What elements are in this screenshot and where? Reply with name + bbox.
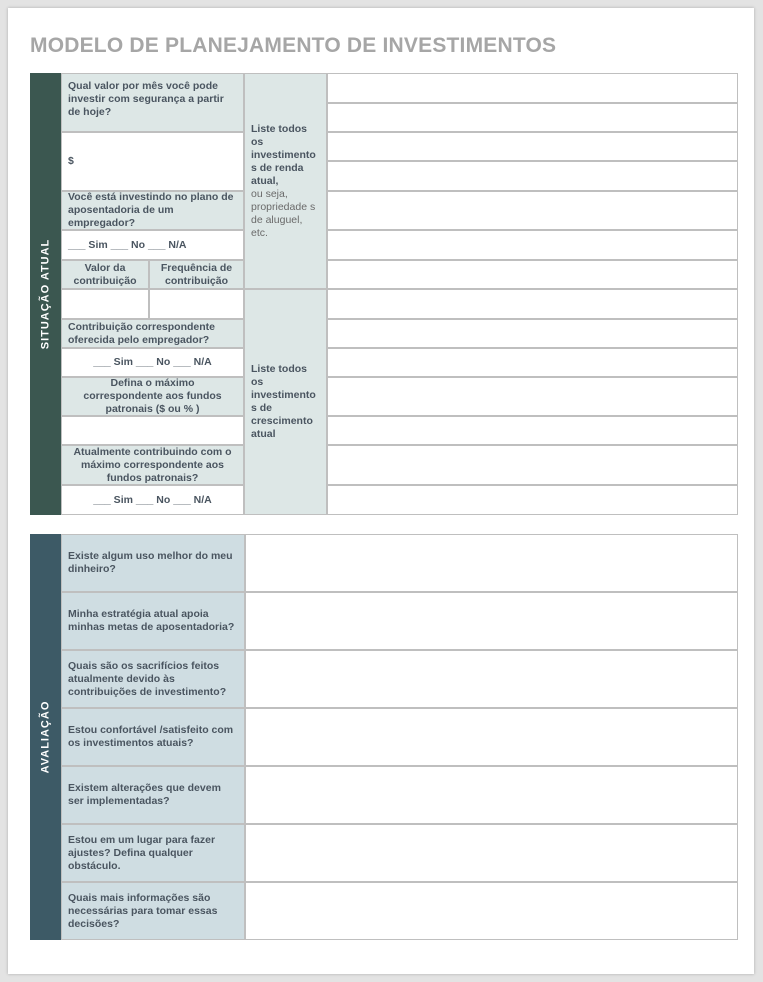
header-contribution-value: Valor da contribuição xyxy=(61,260,149,289)
answer-max-contribution[interactable]: ___ Sim ___ No ___ N/A xyxy=(61,485,244,515)
eval-question: Existe algum uso melhor do meu dinheiro? xyxy=(61,534,245,592)
growth-entry-row[interactable] xyxy=(327,485,738,515)
income-entry-row[interactable] xyxy=(327,73,738,103)
section-band-current xyxy=(30,73,61,515)
eval-answer[interactable] xyxy=(245,766,738,824)
question-employer-plan: Você está investindo no plano de aposentadoria de um empregador? xyxy=(61,191,244,230)
eval-question: Quais mais informações são necessárias para tomar essas decisões? xyxy=(61,882,245,940)
eval-question: Estou em um lugar para fazer ajustes? Defina qualquer obstáculo. xyxy=(61,824,245,882)
answer-employer-match[interactable]: ___ Sim ___ No ___ N/A xyxy=(61,348,244,377)
eval-question: Quais são os sacrifícios feitos atualmente devido às contribuições de investimento? xyxy=(61,650,245,708)
header-contribution-frequency: Frequência de contribuição xyxy=(149,260,244,289)
question-max-contribution: Atualmente contribuindo com o máximo correspondente aos fundos patronais? xyxy=(61,445,244,485)
growth-entry-row[interactable] xyxy=(327,445,738,485)
answer-contribution-frequency[interactable] xyxy=(149,289,244,319)
income-entry-row[interactable] xyxy=(327,103,738,132)
income-label-bold: Liste todos os investimento s de renda atual, xyxy=(251,122,316,187)
growth-entry-row[interactable] xyxy=(327,319,738,348)
growth-label-bold: Liste todos os investimento s de crescimento atual xyxy=(251,363,316,440)
growth-entry-row[interactable] xyxy=(327,289,738,319)
eval-answer[interactable] xyxy=(245,534,738,592)
section-label-evaluation: AVALIAÇÃO xyxy=(39,700,52,774)
eval-answer[interactable] xyxy=(245,592,738,650)
growth-entry-row[interactable] xyxy=(327,416,738,445)
dollar-sign: $ xyxy=(68,155,74,167)
income-entry-row[interactable] xyxy=(327,260,738,289)
eval-question: Minha estratégia atual apoia minhas metas de aposentadoria? xyxy=(61,592,245,650)
income-entry-row[interactable] xyxy=(327,191,738,230)
section-label-current: SITUAÇÃO ATUAL xyxy=(39,238,52,350)
income-entry-row[interactable] xyxy=(327,161,738,191)
answer-monthly-amount[interactable] xyxy=(61,132,244,191)
question-max-match: Defina o máximo correspondente aos fundos patronais ($ ou % ) xyxy=(61,377,244,416)
question-employer-match: Contribuição correspondente oferecida pelo empregador? xyxy=(61,319,244,348)
answer-contribution-value[interactable] xyxy=(61,289,149,319)
eval-question: Existem alterações que devem ser implementadas? xyxy=(61,766,245,824)
question-monthly-amount: Qual valor por mês você pode investir com segurança a partir de hoje? xyxy=(61,73,244,132)
eval-answer[interactable] xyxy=(245,708,738,766)
label-income-investments xyxy=(244,73,327,289)
label-growth-investments xyxy=(244,289,327,515)
income-entry-row[interactable] xyxy=(327,132,738,161)
income-label-note: ou seja, propriedade s de aluguel, etc. xyxy=(251,187,316,239)
eval-answer[interactable] xyxy=(245,882,738,940)
page-title: MODELO DE PLANEJAMENTO DE INVESTIMENTOS xyxy=(30,34,557,57)
answer-max-match[interactable] xyxy=(61,416,244,445)
document-page xyxy=(8,8,754,974)
growth-entry-row[interactable] xyxy=(327,377,738,416)
income-entry-row[interactable] xyxy=(327,230,738,260)
eval-answer[interactable] xyxy=(245,650,738,708)
answer-employer-plan[interactable]: ___ Sim ___ No ___ N/A xyxy=(61,230,244,260)
eval-question: Estou confortável /satisfeito com os investimentos atuais? xyxy=(61,708,245,766)
eval-answer[interactable] xyxy=(245,824,738,882)
growth-entry-row[interactable] xyxy=(327,348,738,377)
section-band-evaluation xyxy=(30,534,61,940)
